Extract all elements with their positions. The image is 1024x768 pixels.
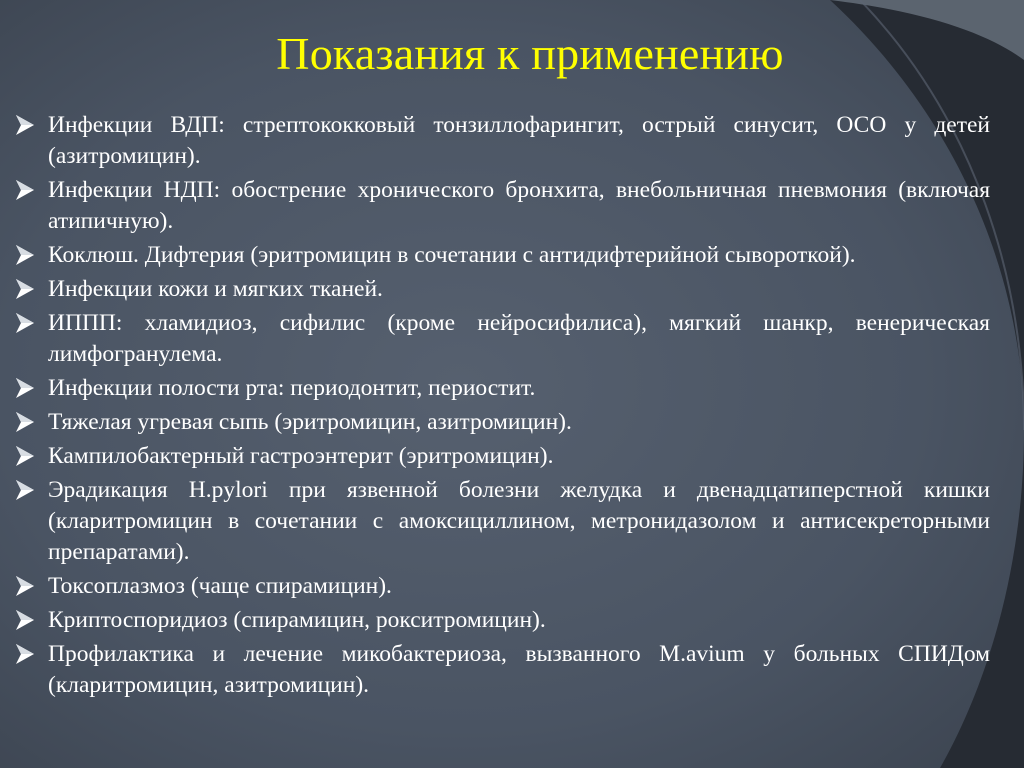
list-item-text: Тяжелая угревая сыпь (эритромицин, азитромицин). <box>48 409 572 435</box>
list-item-text: Кампилобактерный гастроэнтерит (эритромицин). <box>48 443 554 469</box>
arrowhead-bullet-icon <box>14 607 36 633</box>
arrowhead-bullet-icon <box>14 310 36 336</box>
arrowhead-bullet-icon <box>14 242 36 268</box>
arrowhead-bullet-icon <box>14 573 36 599</box>
arrowhead-bullet-icon <box>14 477 36 503</box>
list-item <box>14 240 990 271</box>
arrowhead-bullet-icon <box>14 375 36 401</box>
list-item-text: ИППП: хламидиоз, сифилис (кроме нейросифилиса), мягкий шанкр, венерическая лимфогранулема. <box>48 310 990 367</box>
arrowhead-bullet-icon <box>14 409 36 435</box>
list-item <box>14 308 990 370</box>
list-item-text: Коклюш. Дифтерия (эритромицин в сочетании с антидифтерийной сывороткой). <box>48 242 856 268</box>
list-item-text: Криптоспоридиоз (спирамицин, рокситромицин). <box>48 607 546 633</box>
list-item <box>14 110 990 172</box>
list-item-text: Инфекции ВДП: стрептококковый тонзиллофарингит, острый синусит, ОСО у детей (азитромицин). <box>48 112 990 169</box>
slide-title: Показания к применению <box>276 28 784 79</box>
list-item <box>14 639 990 701</box>
list-item <box>14 571 990 602</box>
list-item-text: Профилактика и лечение микобактериоза, вызванного M.avium у больных СПИДом (кларитромицин, азитромицин). <box>48 641 990 698</box>
list-item <box>14 605 990 636</box>
list-item-text: Инфекции кожи и мягких тканей. <box>48 276 383 302</box>
list-item-text: Инфекции НДП: обострение хронического бронхита, внебольничная пневмония (включая атипичную). <box>48 177 990 234</box>
list-item <box>14 475 990 568</box>
arrowhead-bullet-icon <box>14 641 36 667</box>
bullet-list <box>14 110 990 704</box>
list-item-text: Эрадикация H.pylori при язвенной болезни желудка и двенадцатиперстной кишки (кларитромицин в сочетании с амоксициллином, метронидазолом и антисекреторными препаратами). <box>48 477 990 565</box>
list-item <box>14 441 990 472</box>
list-item-text: Инфекции полости рта: периодонтит, периостит. <box>48 375 536 401</box>
arrowhead-bullet-icon <box>14 112 36 138</box>
list-item <box>14 407 990 438</box>
list-item <box>14 373 990 404</box>
list-item <box>14 274 990 305</box>
list-item <box>14 175 990 237</box>
arrowhead-bullet-icon <box>14 177 36 203</box>
arrowhead-bullet-icon <box>14 443 36 469</box>
arrowhead-bullet-icon <box>14 276 36 302</box>
list-item-text: Токсоплазмоз (чаще спирамицин). <box>48 573 392 599</box>
